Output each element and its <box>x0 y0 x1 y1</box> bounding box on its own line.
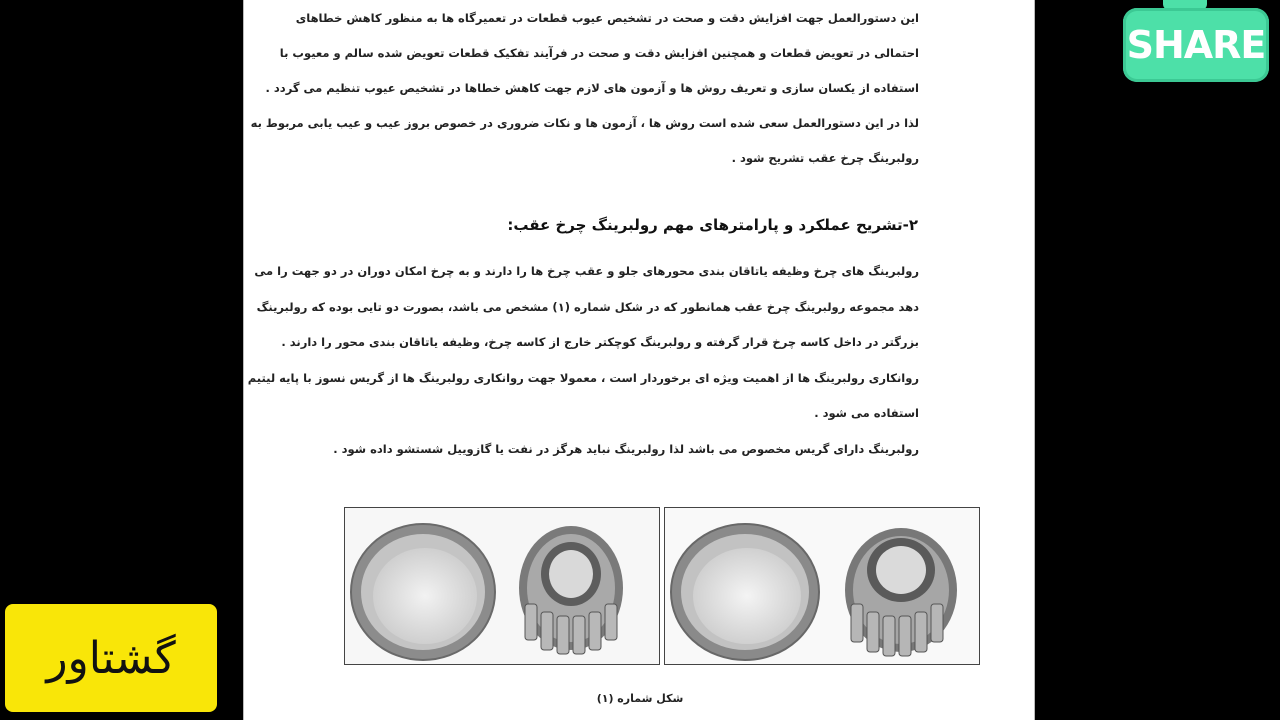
intro-line: استفاده از یکسان سازی و تعریف روش ها و آزمون های لازم جهت کاهش خطاها در تشخیص عیوب تنظیم می گردد . <box>265 81 919 95</box>
body-line: رولبرینگ دارای گریس مخصوص می باشد لذا رولبرینگ نباید هرگز در نفت یا گازوییل شستشو داده شود . <box>333 441 919 456</box>
body-line: استفاده می شود . <box>814 406 919 420</box>
bearing-photo-left <box>344 507 660 665</box>
channel-logo: گشتاور <box>5 604 217 712</box>
bearing-photo-right <box>664 507 980 665</box>
intro-line: رولبرینگ چرخ عقب تشریح شود . <box>731 151 919 165</box>
body-line: دهد مجموعه رولبرینگ چرخ عقب همانطور که در شکل شماره (۱) مشخص می باشد، بصورت دو تایی بوده که رولبرینگ <box>256 299 919 314</box>
body-paragraph <box>247 254 919 467</box>
body-line: بزرگتر در داخل کاسه چرخ قرار گرفته و رولبرینگ کوچکتر خارج از کاسه چرخ، وظیفه یاتاقان بندی محور را دارند . <box>281 335 919 349</box>
intro-paragraph <box>250 1 919 176</box>
share-button[interactable]: SHARE <box>1123 8 1269 82</box>
intro-line: لذا در این دستورالعمل سعی شده است روش ها ، آزمون ها و نکات ضروری در خصوص بروز عیب و عیب یابی مربوط به <box>250 116 919 130</box>
section-heading: ۲-تشریح عملکرد و پارامترهای مهم رولبرینگ چرخ عقب: <box>507 216 918 234</box>
bearing-illustration <box>345 508 659 664</box>
document-page <box>243 0 1035 720</box>
bearing-illustration <box>665 508 979 664</box>
intro-line: این دستورالعمل جهت افزایش دقت و صحت در تشخیص عیوب قطعات در تعمیرگاه ها به منظور کاهش خطاهای <box>295 11 919 25</box>
body-line: رولبرینگ های چرخ وظیفه یاتاقان بندی محورهای جلو و عقب چرخ ها را دارند و به چرخ امکان دوران در دو جهت را می <box>254 264 919 278</box>
body-line: روانکاری رولبرینگ ها از اهمیت ویژه ای برخوردار است ، معمولا جهت روانکاری رولبرینگ ها از گریس نسوز با پایه لیتیم <box>247 370 919 385</box>
figure-caption: شکل شماره (۱) <box>596 692 684 705</box>
intro-line: احتمالی در تعویض قطعات و همچنین افزایش دقت و صحت در فرآیند تفکیک قطعات تعویض شده سالم و معیوب با <box>279 46 919 60</box>
